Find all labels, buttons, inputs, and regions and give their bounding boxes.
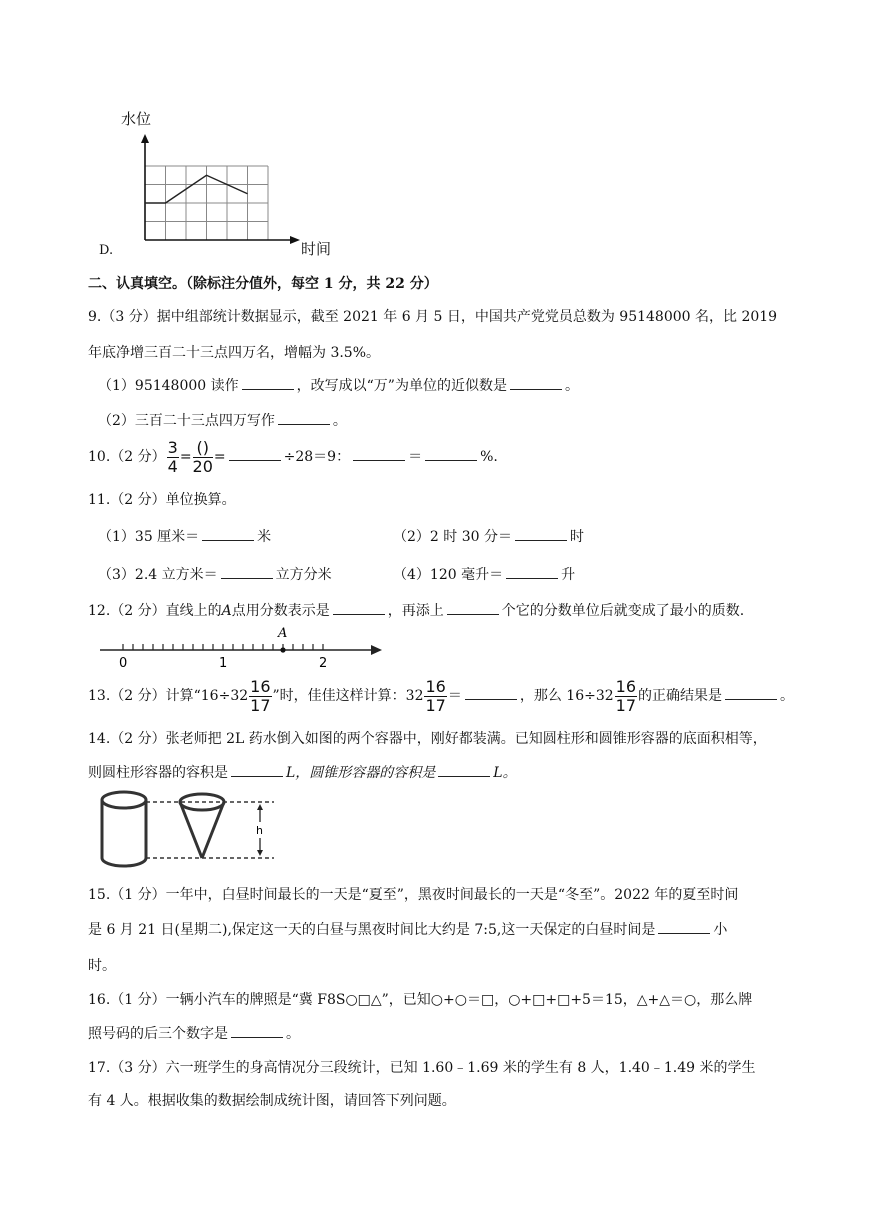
- q9-stem-line1: 9.（3 分）据中组部统计数据显示，截至 2021 年 6 月 5 日，中国共产党党员总数为 95148000 名，比 2019: [88, 309, 778, 325]
- q11-item1: （1）35 厘米＝ 米: [98, 526, 271, 546]
- q16-line1: 16.（1 分）一辆小汽车的牌照是“冀 F8S○□△”，已知○+○＝□，○+□+□+5＝15，△+△＝○，那么牌: [88, 992, 753, 1008]
- q11-stem: 11.（2 分）单位换算。: [88, 492, 236, 508]
- q16-line2: 照号码的后三个数字是 。: [88, 1023, 300, 1043]
- section-heading: 二、认真填空。（除标注分值外，每空 1 分，共 22 分）: [88, 276, 438, 292]
- height-label: h: [256, 824, 263, 837]
- point-a-dot: [280, 647, 285, 652]
- option-d-label: D.: [99, 243, 114, 258]
- fraction-16-17: $\frac{16}{17}$: [615, 676, 637, 715]
- q9-p1-text-c: 。: [564, 378, 579, 394]
- q17-line1: 17.（3 分）六一班学生的身高情况分三段统计，已知 1.60﹣1.69 米的学生有 8 人，1.40﹣1.49 米的学生: [88, 1060, 756, 1076]
- answer-blank[interactable]: [658, 919, 710, 934]
- answer-blank[interactable]: [510, 375, 562, 390]
- q15-line1: 15.（1 分）一年中，白昼时间最长的一天是“夏至”，黑夜时间最长的一天是“冬至”。2022 年的夏至时间: [88, 887, 739, 903]
- containers-figure: [98, 788, 288, 870]
- answer-blank[interactable]: [353, 446, 405, 461]
- answer-blank[interactable]: [231, 1023, 283, 1038]
- answer-blank[interactable]: [725, 685, 777, 700]
- cone-shape: [180, 794, 224, 858]
- q9-p2-text-a: （2）三百二十三点四万写作: [98, 413, 275, 429]
- graph-ylabel: 水位: [121, 110, 152, 128]
- point-a-label: A: [278, 626, 288, 641]
- answer-blank[interactable]: [278, 410, 330, 425]
- answer-blank[interactable]: [229, 446, 281, 461]
- answer-blank[interactable]: [515, 526, 567, 541]
- fraction-3-4: $\frac{3}{4}$: [167, 437, 178, 476]
- q10-line: 10.（2 分） $\frac{3}{4}$ = $\frac{()}{20}$ = ÷28＝9： ＝ %.: [88, 437, 498, 476]
- q13-line: 13.（2 分）计算“16÷32 $\frac{16}{17}$ ”时，佳佳这样计算：32 $\frac{16}{17}$ ＝ ，那么 16÷32 $\frac{16}{17}$ 的正确结果是 。: [88, 676, 795, 715]
- fraction-16-17: $\frac{16}{17}$: [425, 676, 446, 715]
- q9-stem-line2: 年底净增三百二十三点四万名，增幅为 3.5%。: [88, 345, 381, 361]
- tick-label-1: 1: [219, 656, 228, 671]
- q12-line: 12.（2 分）直线上的A点用分数表示是 ，再添上 个它的分数单位后就变成了最小的质数.: [88, 600, 744, 620]
- answer-blank[interactable]: [438, 762, 490, 777]
- q14-line1: 14.（2 分）张老师把 2L 药水倒入如图的两个容器中，刚好都装满。已知圆柱形和圆锥形容器的底面积相等，: [88, 731, 767, 747]
- answer-blank[interactable]: [506, 564, 558, 579]
- q9-p1-text-a: （1）95148000 读作: [98, 378, 239, 394]
- water-level-line: [145, 175, 248, 203]
- answer-blank[interactable]: [242, 375, 294, 390]
- answer-blank[interactable]: [333, 600, 385, 615]
- number-line: [95, 622, 395, 672]
- fraction-blank-20: $\frac{()}{20}$: [192, 437, 213, 476]
- fraction-16-17: $\frac{16}{17}$: [250, 676, 271, 715]
- q15-line3: 时。: [88, 958, 116, 974]
- q11-item3: （3）2.4 立方米＝ 立方分米: [98, 564, 332, 584]
- graph-xlabel: 时间: [301, 240, 332, 258]
- q11-item4: （4）120 毫升＝ 升: [393, 564, 575, 584]
- answer-blank[interactable]: [425, 446, 477, 461]
- tick-label-2: 2: [319, 656, 328, 671]
- q9-part1: [98, 375, 579, 395]
- q9-p2-text-b: 。: [332, 413, 347, 429]
- cylinder-shape: [102, 792, 146, 866]
- q17-line2: 有 4 人。根据收集的数据绘制成统计图，请回答下列问题。: [88, 1093, 456, 1109]
- answer-blank[interactable]: [231, 762, 283, 777]
- q9-part2: [98, 410, 347, 430]
- answer-blank[interactable]: [221, 564, 273, 579]
- q14-line2: 则圆柱形容器的容积是 L，圆锥形容器的容积是 L。: [88, 762, 517, 782]
- answer-blank[interactable]: [465, 685, 517, 700]
- tick-label-0: 0: [119, 656, 128, 671]
- q15-line2: 是 6 月 21 日(星期二),保定这一天的白昼与黑夜时间比大约是 7:5,这一天保定的白昼时间是 小: [88, 919, 727, 939]
- q9-p1-text-b: ，改写成以“万”为单位的近似数是: [296, 378, 507, 394]
- answer-blank[interactable]: [447, 600, 499, 615]
- q11-item2: （2）2 时 30 分＝ 时: [393, 526, 584, 546]
- q10-label: 10.（2 分）: [88, 449, 166, 465]
- answer-blank[interactable]: [202, 526, 254, 541]
